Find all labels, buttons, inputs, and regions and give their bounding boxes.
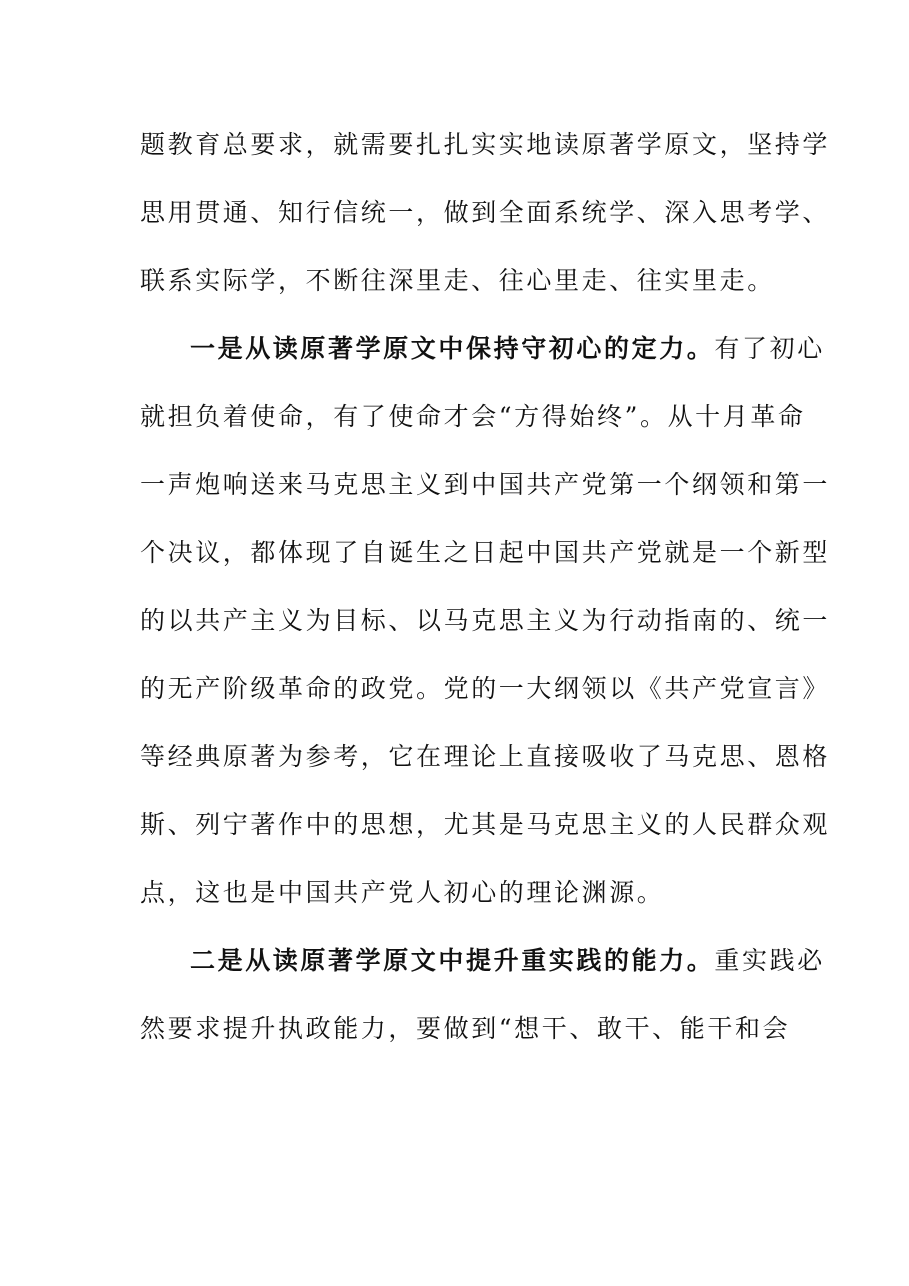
text-line: 思用贯通、知行信统一，做到全面系统学、深入思考学、 xyxy=(140,198,831,227)
text-line: 然要求提升执政能力，要做到“想干、敢干、能干和会 xyxy=(140,1014,791,1043)
text-line: 个决议，都体现了自诞生之日起中国共产党就是一个新型 xyxy=(140,538,831,567)
document-body xyxy=(140,118,831,1070)
paragraph-first-line-text: 重实践必 xyxy=(714,946,825,975)
text-line: 就担负着使命，有了使命才会“方得始终”。从十月革命 xyxy=(140,402,806,431)
paragraph-heading: 一是从读原著学原文中保持守初心的定力。 xyxy=(190,334,715,363)
paragraph-first-line-text: 有了初心 xyxy=(714,334,825,363)
text-line: 一声炮响送来马克思主义到中国共产党第一个纲领和第一 xyxy=(140,470,831,499)
text-line: 等经典原著为参考，它在理论上直接吸收了马克思、恩格 xyxy=(140,742,831,771)
text-line: 的无产阶级革命的政党。党的一大纲领以《共产党宣言》 xyxy=(140,674,831,703)
text-line: 斯、列宁著作中的思想，尤其是马克思主义的人民群众观 xyxy=(140,810,831,839)
paragraph-first-line xyxy=(140,934,825,988)
text-line: 的以共产主义为目标、以马克思主义为行动指南的、统一 xyxy=(140,606,831,635)
paragraph-first-line xyxy=(140,322,825,376)
text-line: 联系实际学，不断往深里走、往心里走、往实里走。 xyxy=(140,266,775,295)
paragraph-heading: 二是从读原著学原文中提升重实践的能力。 xyxy=(190,946,715,975)
text-line: 点，这也是中国共产党人初心的理论渊源。 xyxy=(140,878,665,907)
text-line: 题教育总要求，就需要扎扎实实地读原著学原文，坚持学 xyxy=(140,130,831,159)
